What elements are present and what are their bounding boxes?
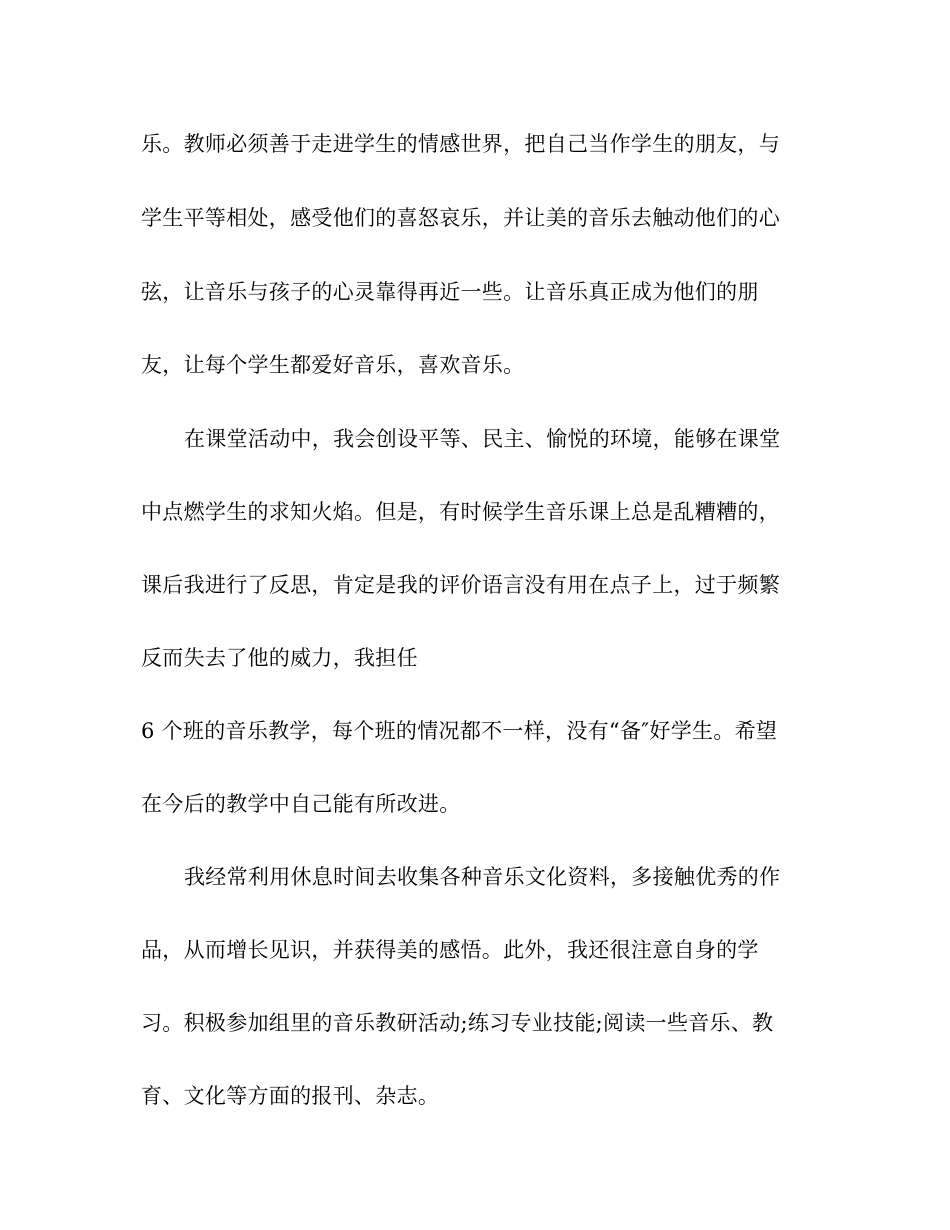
text-line: 品，从而增长见识，并获得美的感悟。此外，我还很注意自身的学: [141, 938, 759, 962]
text-line: 课后我进行了反思，肯定是我的评价语言没有用在点子上，过于频繁: [141, 573, 780, 597]
paragraph-start-line: 我经常利用休息时间去收集各种音乐文化资料，多接触优秀的作: [184, 865, 781, 889]
text-line: 友，让每个学生都爱好音乐，喜欢音乐。: [141, 353, 525, 377]
text-line: 习。积极参加组里的音乐教研活动;练习专业技能;阅读一些音乐、教: [141, 1011, 774, 1035]
text-line: 弦，让音乐与孩子的心灵靠得再近一些。让音乐真正成为他们的朋: [141, 280, 759, 304]
text-line: 6 个班的音乐教学，每个班的情况都不一样，没有“备″好学生。希望: [141, 719, 778, 743]
text-line: 反而失去了他的威力，我担任: [141, 646, 418, 670]
text-line: 在今后的教学中自己能有所改进。: [141, 792, 461, 816]
text-line: 中点燃学生的求知火焰。但是，有时候学生音乐课上总是乱糟糟的，: [141, 500, 780, 524]
paragraph-start-line: 在课堂活动中，我会创设平等、民主、愉悦的环境，能够在课堂: [184, 427, 781, 451]
text-line: 育、文化等方面的报刊、杂志。: [141, 1084, 440, 1108]
text-line: 乐。教师必须善于走进学生的情感世界，把自己当作学生的朋友，与: [141, 132, 780, 156]
text-line: 学生平等相处，感受他们的喜怒哀乐，并让美的音乐去触动他们的心: [141, 206, 780, 230]
